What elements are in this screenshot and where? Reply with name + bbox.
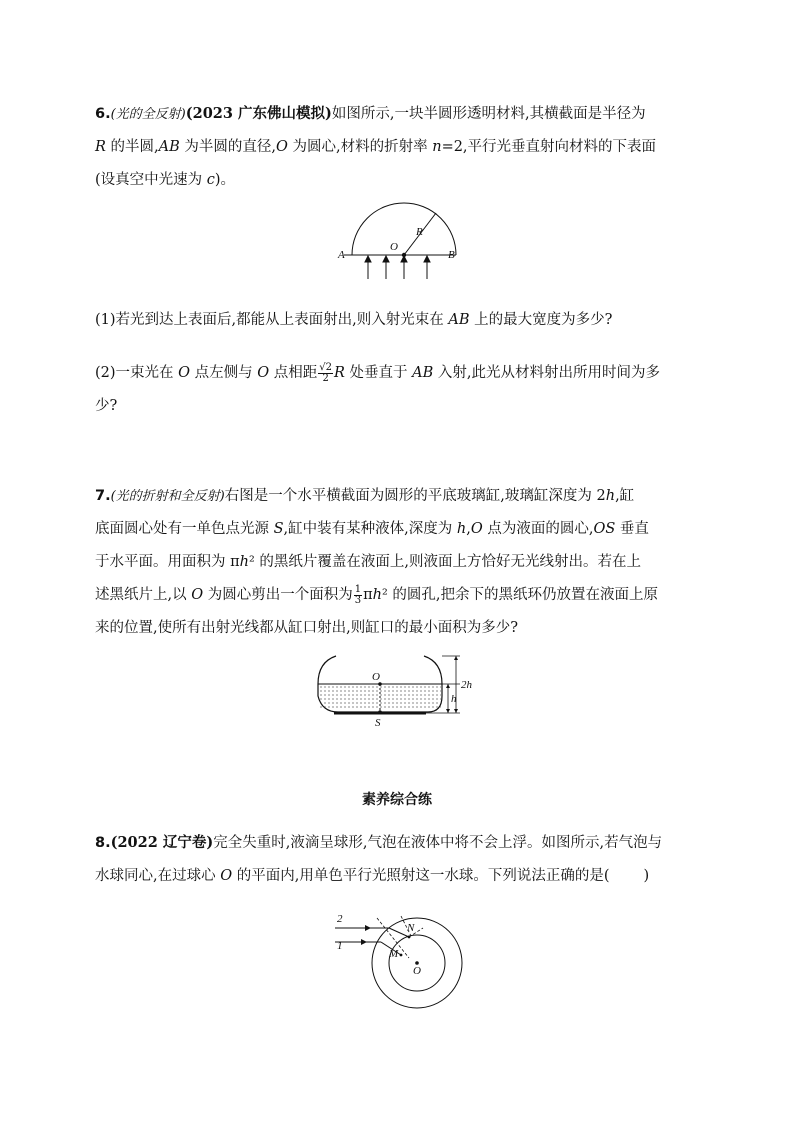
question-6-sub1 [95,304,705,337]
var: O [220,868,233,884]
question-7-stem [95,480,705,645]
incident-arrows [365,256,430,279]
question-6-stem [95,97,705,197]
question-6-sub2 [95,357,705,423]
var: R [334,365,345,381]
var: S [273,521,284,537]
stem-text: ² 的圆孔,把余下的黑纸环仍放置在液面上原 [381,587,658,603]
fraction-numerator: 1 [354,583,362,595]
var: O [470,521,483,537]
water-ball-figure [325,900,475,1010]
stem-text: 少? [95,398,118,414]
stem-text: (1)若光到达上表面后,都能从上表面射出,则入射光束在 [95,312,449,328]
label-A: A [338,249,345,261]
stem-text: 为圆心,材料的折射率 [287,139,433,155]
stem-text: (设真空中光速为 [95,172,207,188]
stem-text: 于水平面。用面积为 π [95,554,240,570]
var: O [276,139,288,155]
stem-text: π [363,587,373,603]
question-8-stem [95,826,705,893]
stem-text: 完全失重时,液滴呈球形,气泡在液体中将不会上浮。如图所示,若气泡与 [213,835,663,851]
section-title: 素养综合练 [362,792,432,808]
stem-text: )。 [214,172,236,188]
fraction-numerator: √2 [319,361,332,373]
question-number: 7. [95,488,111,504]
stem-text: (2)一束光在 [95,365,179,381]
var: OS [593,521,616,537]
label-ray-2: 2 [337,913,343,925]
glass-tank-figure [312,650,492,730]
var: h [372,587,382,603]
stem-text: ,缸 [615,488,635,504]
stem-text: 入射,此光从材料射出所用时间为多 [433,365,660,381]
stem-text: , [466,521,471,537]
stem-text: 点为液面的圆心, [482,521,594,537]
label-N: N [407,922,415,934]
stem-text: 为圆心剪出一个面积为 [203,587,353,603]
stem-text: =2,平行光垂直射向材料的下表面 [441,139,657,155]
fraction-denominator: 2 [322,372,329,384]
label-O: O [413,965,421,977]
fraction [354,585,362,606]
var: AB [158,139,180,155]
label-h: h [451,693,457,705]
label-M: M [389,948,399,960]
stem-text: 右图是一个水平横截面为圆形的平底玻璃缸,玻璃缸深度为 2 [224,488,606,504]
var: h [605,488,616,504]
question-number: 6. [95,106,111,122]
label-O: O [390,241,398,253]
stem-text: 点相距 [269,365,318,381]
stem-text: 上的最大宽度为多少? [469,312,613,328]
var: h [456,521,467,537]
stem-text: 水球同心,在过球心 [95,868,221,884]
var: O [191,587,204,603]
stem-text: ,缸中装有某种液体,深度为 [283,521,457,537]
topic-tag: (光的全反射) [110,107,186,122]
var: AB [412,365,434,381]
var: R [95,139,106,155]
question-source: (2023 广东佛山模拟) [185,105,332,122]
var: O [178,365,191,381]
stem-text: ² 的黑纸片覆盖在液面上,则液面上方恰好无光线射出。若在上 [248,554,642,570]
label-B: B [448,249,455,261]
var: O [257,365,270,381]
topic-tag: (光的折射和全反射) [110,489,225,504]
stem-text: 为半圆的直径, [179,139,276,155]
var: c [206,172,215,188]
stem-text: 处垂直于 [344,365,413,381]
stem-text: 述黑纸片上,以 [95,587,192,603]
stem-text: 垂直 [615,521,649,537]
stem-text: 底面圆心处有一单色点光源 [95,521,274,537]
stem-text: 点左侧与 [190,365,258,381]
label-2h: 2h [461,679,472,691]
stem-text: 的平面内,用单色平行光照射这一水球。下列说法正确的是( [232,868,610,884]
var: AB [448,312,470,328]
fraction [318,363,333,384]
stem-text: ) [643,868,650,884]
stem-text: 如图所示,一块半圆形透明材料,其横截面是半径为 [331,106,646,122]
var: h [239,554,249,570]
stem-text: 的半圆, [105,139,159,155]
stem-text: 来的位置,使所有出射光线都从缸口射出,则缸口的最小面积为多少? [95,620,518,636]
label-ray-1: 1 [337,940,343,952]
semicircle-figure [330,195,470,285]
question-source: (2022 辽宁卷) [110,834,214,851]
label-O: O [372,671,380,683]
label-S: S [375,717,381,729]
question-number: 8. [95,835,111,851]
fraction-denominator: 3 [354,594,362,606]
var: n [432,139,442,155]
label-R: R [416,226,423,238]
